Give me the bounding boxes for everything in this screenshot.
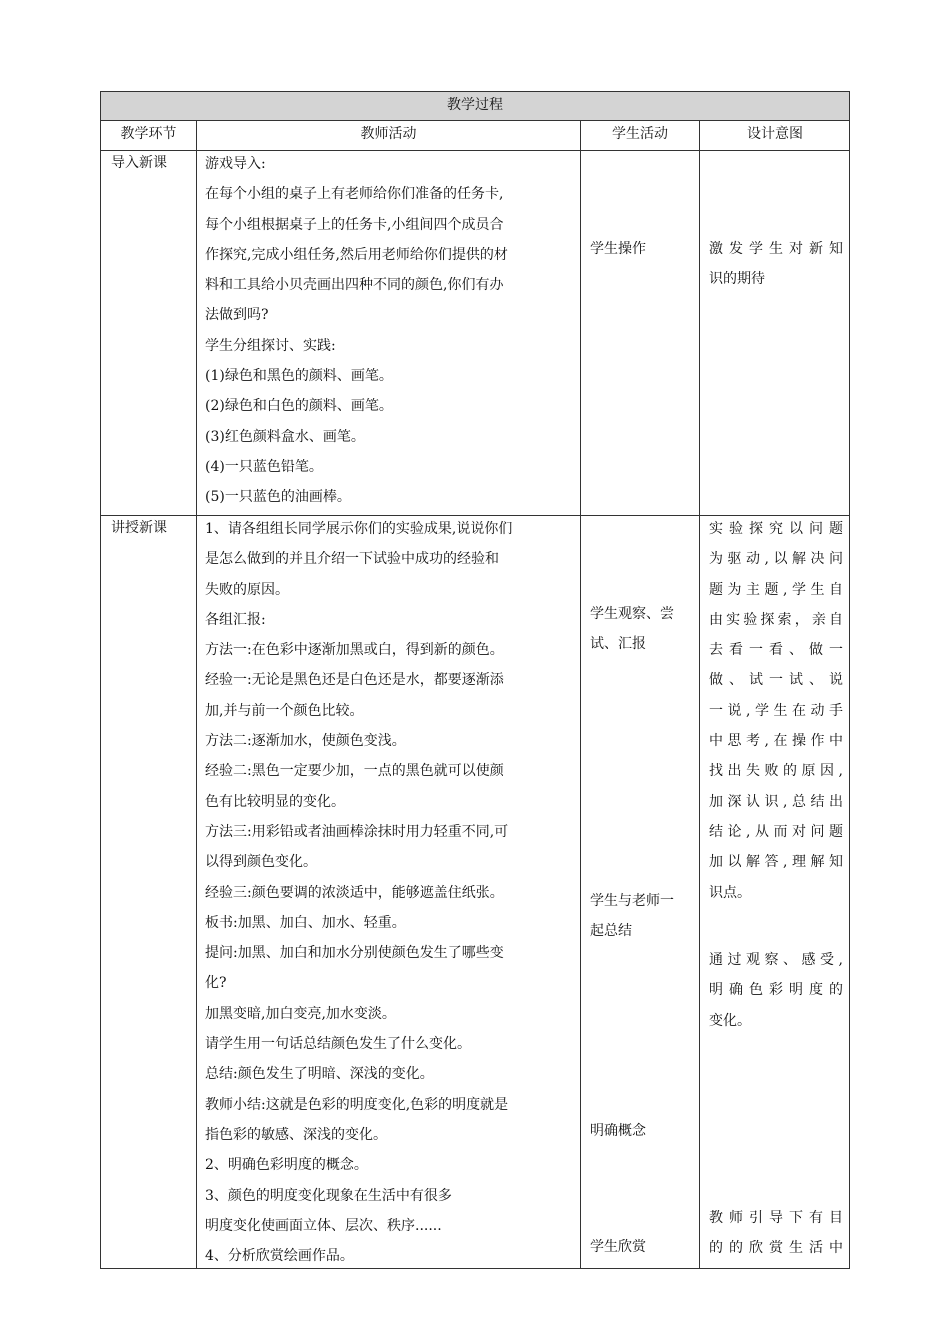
row2-student-group-1 xyxy=(590,599,674,660)
text-line: 明度变化使画面立体、层次、秩序...... xyxy=(205,1217,442,1234)
text-line: 学生操作 xyxy=(590,241,646,257)
text-line: 做、试一试、说 xyxy=(709,672,843,689)
text-line: 总结:颜色发生了明暗、深浅的变化。 xyxy=(205,1066,434,1083)
text-line: 方法一:在色彩中逐渐加黑或白，得到新的颜色。 xyxy=(205,642,504,659)
text-line: 学生观察、尝 xyxy=(590,606,674,622)
text-line: 色有比较明显的变化。 xyxy=(205,793,345,810)
text-line: 识的期待 xyxy=(709,271,765,288)
row2-student-group-2 xyxy=(590,886,674,947)
text-line: 3、颜色的明度变化现象在生活中有很多 xyxy=(205,1187,452,1204)
text-line: 识点。 xyxy=(709,884,751,901)
text-line: 料和工具给小贝壳画出四种不同的颜色,你们有办 xyxy=(205,277,504,294)
text-line: 加深认识,总结出 xyxy=(709,793,843,810)
text-line: 教师小结:这就是色彩的明度变化,色彩的明度就是 xyxy=(205,1096,509,1113)
text-line: 游戏导入: xyxy=(205,156,266,172)
text-line: 方法二:逐渐加水，使颜色变浅。 xyxy=(205,733,406,750)
text-line: 教师引导下有目 xyxy=(709,1210,843,1226)
row2-student-group-3 xyxy=(590,1116,646,1146)
row2-student-group-4 xyxy=(590,1232,646,1262)
text-line: 激发学生对新知 xyxy=(709,241,843,257)
text-line: 由实验探索，亲自 xyxy=(709,611,843,628)
rule xyxy=(580,120,581,1268)
text-line: 一说,学生在动手 xyxy=(709,702,843,719)
row2-intent-group-3 xyxy=(709,1203,843,1264)
text-line: 中思考,在操作中 xyxy=(709,733,843,750)
text-line: 经验一:无论是黑色还是白色还是水，都要逐渐添 xyxy=(205,672,504,689)
text-line: 加黑变暗,加白变亮,加水变淡。 xyxy=(205,1005,396,1022)
text-line: 是怎么做到的并且介绍一下试验中成功的经验和 xyxy=(205,551,499,568)
rule xyxy=(196,120,197,1268)
row1-design-intent xyxy=(709,234,843,295)
text-line: 经验二:黑色一定要少加，一点的黑色就可以使颜 xyxy=(205,763,504,780)
text-line: 1、请各组组长同学展示你们的实验成果,说说你们 xyxy=(205,521,513,537)
text-line: 2、明确色彩明度的概念。 xyxy=(205,1157,368,1174)
row2-teacher-activity xyxy=(205,514,577,1271)
text-line: 起总结 xyxy=(590,923,632,940)
text-line: 学生与老师一 xyxy=(590,893,674,909)
text-line: 变化。 xyxy=(709,1012,751,1029)
text-line: 指色彩的敏感、深浅的变化。 xyxy=(205,1126,387,1143)
rule xyxy=(699,120,700,1268)
text-line: 明确色彩明度的 xyxy=(709,982,843,999)
header-student: 学生活动 xyxy=(612,126,668,142)
text-line: 明确概念 xyxy=(590,1123,646,1139)
text-line: 方法三:用彩铅或者油画棒涂抹时用力轻重不同,可 xyxy=(205,823,509,840)
text-line: (3)红色颜料盒水、画笔。 xyxy=(205,428,365,445)
row2-stage: 讲授新课 xyxy=(111,520,167,536)
text-line: 找出失败的原因, xyxy=(709,763,843,780)
text-line: 法做到吗? xyxy=(205,307,269,324)
text-line: 板书:加黑、加白、加水、轻重。 xyxy=(205,914,406,931)
text-line: 去看一看、做一 xyxy=(709,642,843,659)
text-line: 提问:加黑、加白和加水分别使颜色发生了哪些变 xyxy=(205,945,504,962)
text-line: (1)绿色和黑色的颜料、画笔。 xyxy=(205,368,393,385)
row1-teacher-activity xyxy=(205,149,577,513)
row2-intent-group-2 xyxy=(709,945,843,1036)
header-stage: 教学环节 xyxy=(120,126,177,142)
text-line: (5)一只蓝色的油画棒。 xyxy=(205,489,351,506)
table-title: 教学过程 xyxy=(101,92,849,120)
text-line: 结论,从而对问题 xyxy=(709,823,843,840)
row1-student-activity xyxy=(590,234,646,264)
text-line: 的的欣赏生活中 xyxy=(709,1240,843,1257)
text-line: 通过观察、感受, xyxy=(709,952,843,968)
row1-stage: 导入新课 xyxy=(111,155,167,171)
row2-intent-group-1 xyxy=(709,514,843,908)
teaching-process-table xyxy=(100,91,850,1269)
header-teacher: 教师活动 xyxy=(360,126,417,142)
text-line: 经验三:颜色要调的浓淡适中，能够遮盖住纸张。 xyxy=(205,884,504,901)
text-line: 题为主题,学生自 xyxy=(709,581,843,598)
text-line: 学生分组探讨、实践: xyxy=(205,337,336,354)
text-line: 试、汇报 xyxy=(590,636,646,653)
text-line: 化? xyxy=(205,975,227,992)
text-line: 实验探究以问题 xyxy=(709,521,843,537)
text-line: 各组汇报: xyxy=(205,611,266,628)
text-line: 失败的原因。 xyxy=(205,581,289,598)
text-line: 作探究,完成小组任务,然后用老师给你们提供的材 xyxy=(205,246,508,263)
text-line: 为驱动,以解决问 xyxy=(709,551,843,568)
text-line: 以得到颜色变化。 xyxy=(205,854,317,871)
text-line: 学生欣赏 xyxy=(590,1239,646,1255)
text-line: (4)一只蓝色铅笔。 xyxy=(205,458,323,475)
text-line: 4、分析欣赏绘画作品。 xyxy=(205,1248,354,1265)
text-line: 在每个小组的桌子上有老师给你们准备的任务卡, xyxy=(205,186,504,203)
text-line: (2)绿色和白色的颜料、画笔。 xyxy=(205,398,393,415)
text-line: 请学生用一句话总结颜色发生了什么变化。 xyxy=(205,1036,471,1053)
text-line: 加,并与前一个颜色比较。 xyxy=(205,702,364,719)
header-intent: 设计意图 xyxy=(747,126,803,142)
text-line: 加以解答,理解知 xyxy=(709,854,843,871)
text-line: 每个小组根据桌子上的任务卡,小组间四个成员合 xyxy=(205,216,504,233)
